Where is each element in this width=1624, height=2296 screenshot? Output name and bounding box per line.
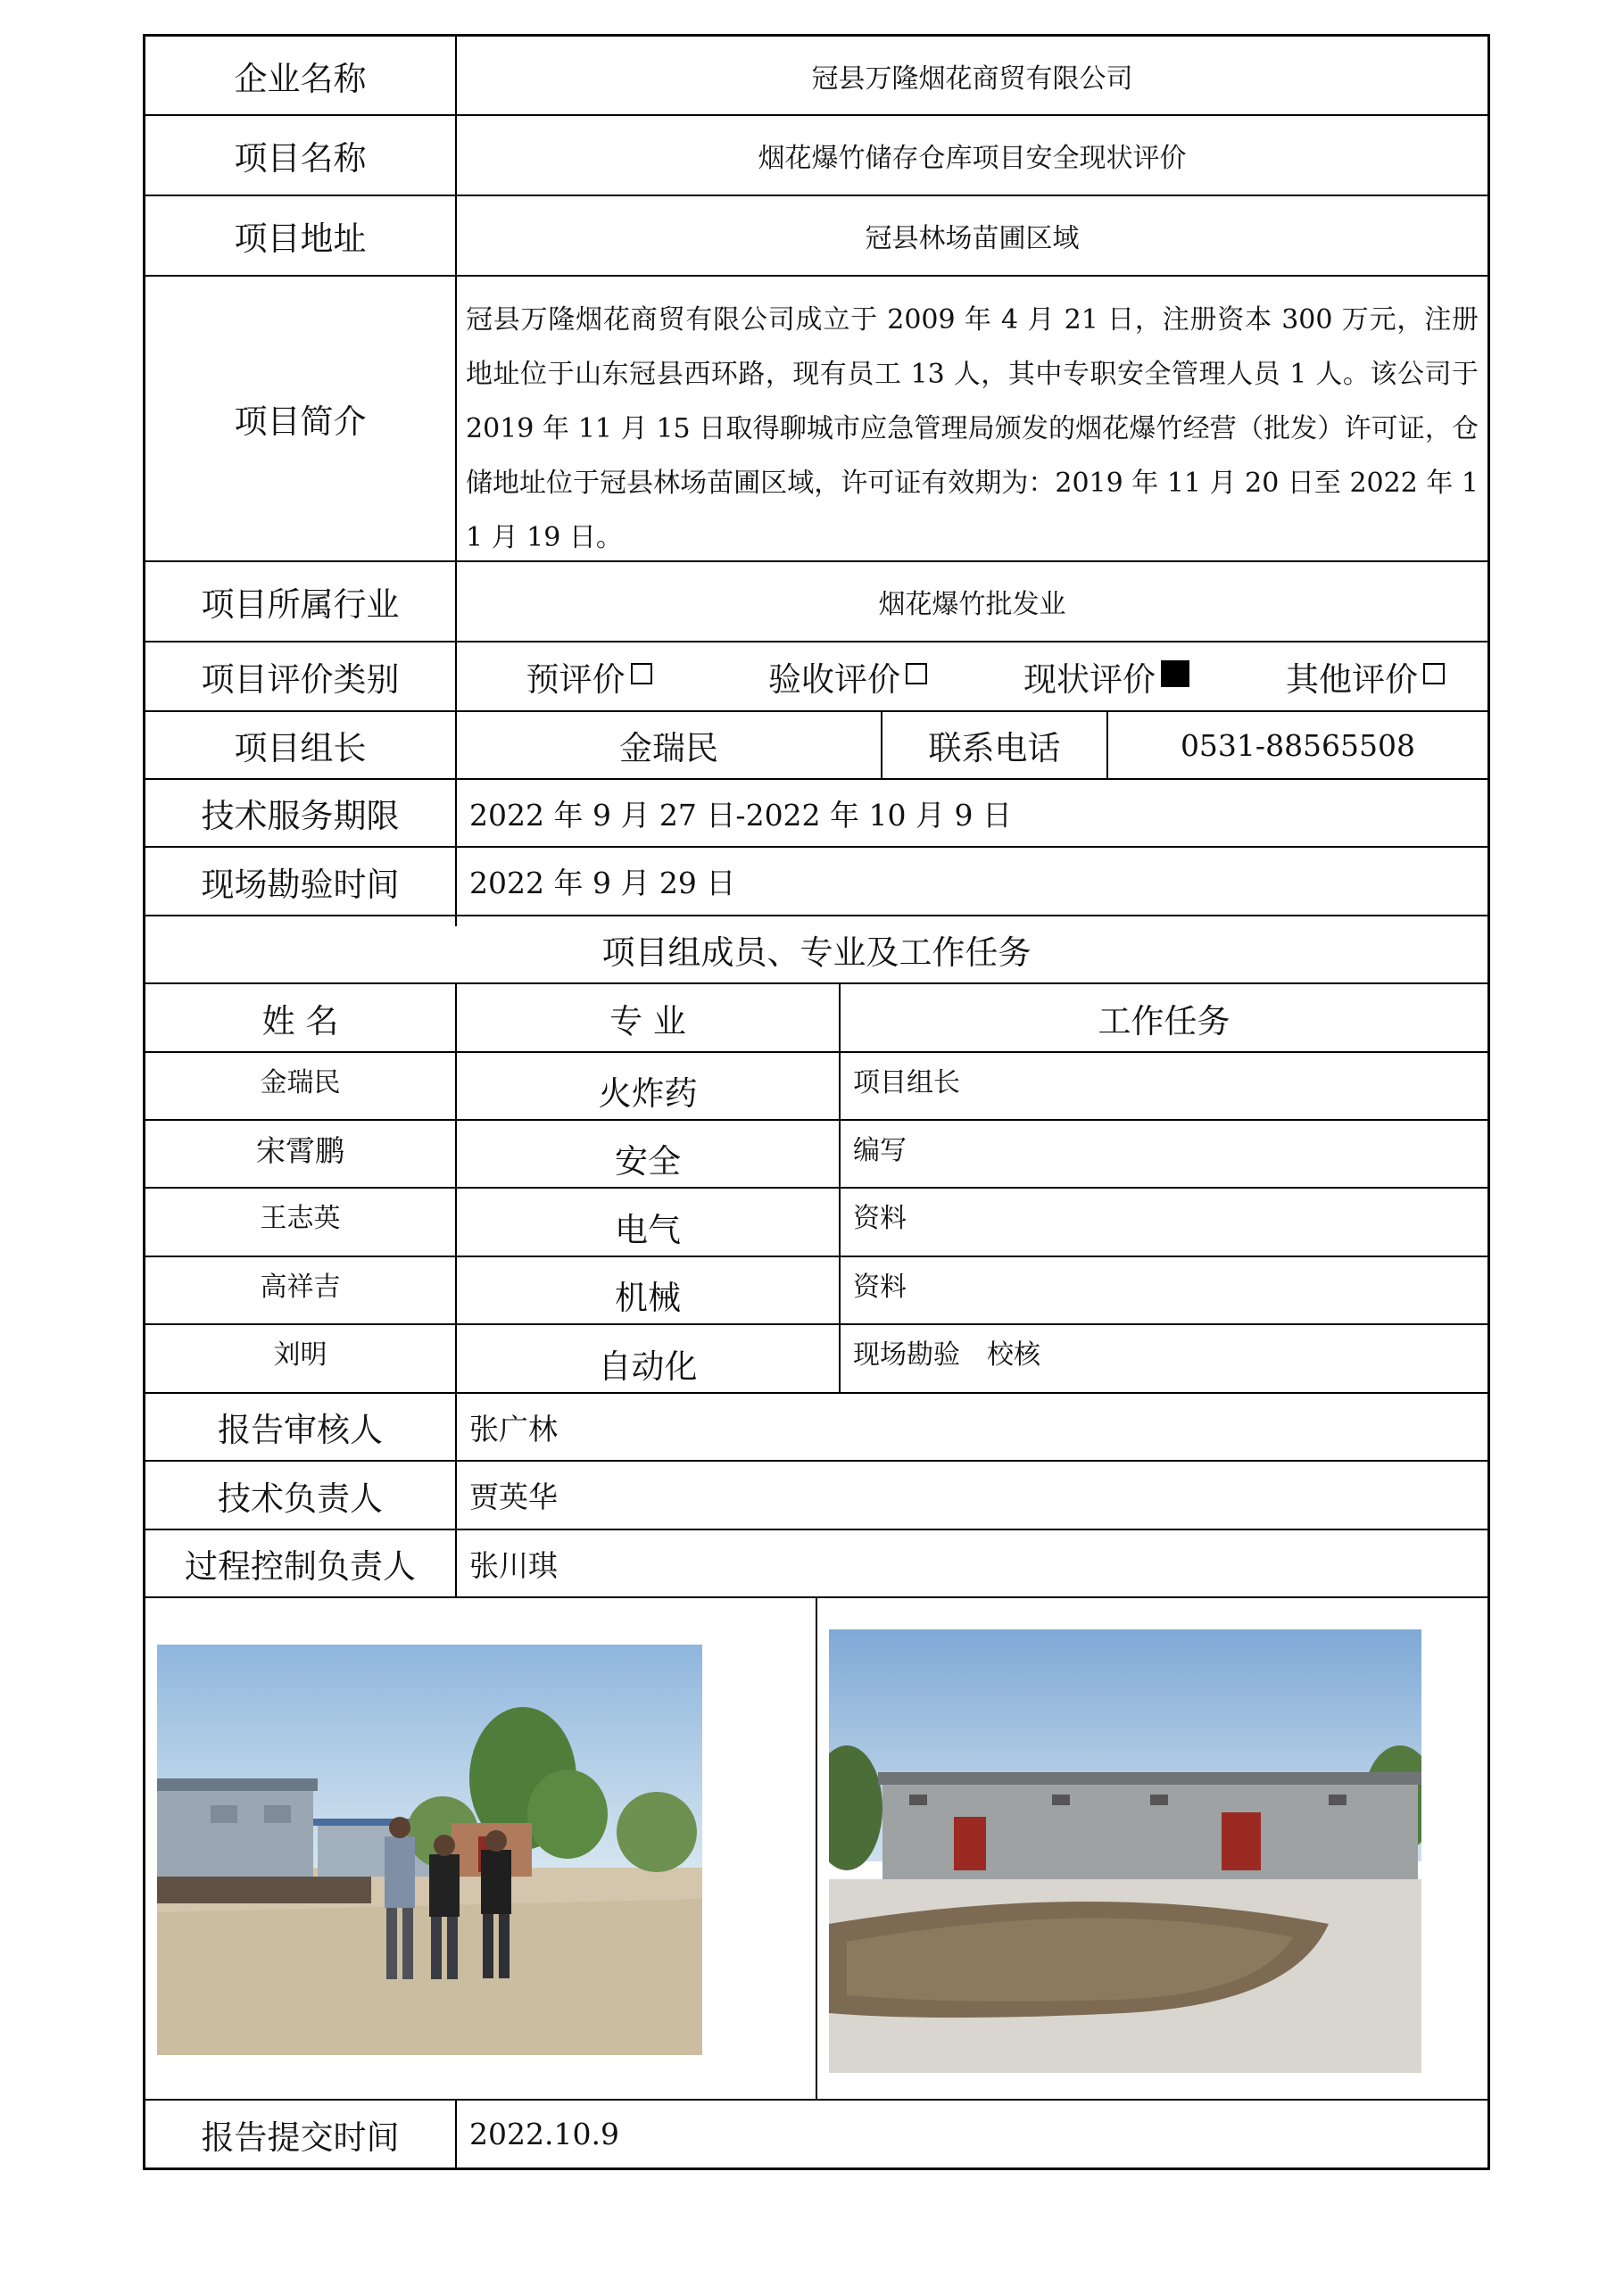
checkbox-checked-icon[interactable] (1161, 660, 1189, 687)
tech-lead-value: 贾英华 (469, 1480, 558, 1514)
eval-option-label: 现状评价 (1023, 660, 1156, 699)
member-name: 宋霄鹏 (256, 1133, 344, 1168)
eval-option-label: 验收评价 (768, 660, 900, 699)
eval-category-label: 项目评价类别 (201, 660, 400, 699)
member-name: 金瑞民 (260, 1067, 341, 1098)
submit-time-label: 报告提交时间 (201, 2118, 400, 2157)
member-task: 项目组长 (853, 1067, 960, 1098)
service-period-value: 2022 年 9 月 27 日-2022 年 10 月 9 日 (469, 797, 1012, 833)
member-name: 高祥吉 (260, 1272, 341, 1303)
industry-label: 项目所属行业 (201, 585, 400, 624)
eval-option-label: 预评价 (526, 660, 626, 699)
team-header-major: 专 业 (609, 1001, 686, 1040)
member-task: 编写 (853, 1135, 907, 1166)
table-border-bottom (143, 2168, 1490, 2170)
reviewer-value: 张广林 (469, 1411, 558, 1446)
eval-option-other[interactable] (1267, 642, 1463, 710)
member-name: 王志英 (260, 1203, 341, 1234)
enterprise-value: 冠县万隆烟花商贸有限公司 (811, 62, 1133, 95)
survey-time-label: 现场勘验时间 (201, 865, 400, 904)
member-task: 资料 (853, 1203, 907, 1234)
survey-time-value: 2022 年 9 月 29 日 (469, 866, 736, 900)
member-major: 火炸药 (598, 1074, 698, 1113)
process-lead-value: 张川琪 (469, 1547, 558, 1583)
phone-value: 0531-88565508 (1180, 727, 1416, 763)
eval-option-current[interactable] (1008, 642, 1205, 710)
phone-label: 联系电话 (928, 729, 1061, 767)
reviewer-label: 报告审核人 (218, 1411, 383, 1449)
submit-time-value: 2022.10.9 (469, 2117, 619, 2151)
photo-col-divider (816, 1596, 817, 2101)
table-border-right (1487, 34, 1490, 2170)
industry-value: 烟花爆竹批发业 (878, 589, 1066, 620)
project-name-label: 项目名称 (234, 139, 367, 178)
tech-lead-label: 技术负责人 (218, 1479, 383, 1518)
service-period-label: 技术服务期限 (201, 797, 400, 835)
member-major: 电气 (615, 1210, 681, 1249)
leader-label: 项目组长 (234, 729, 367, 767)
checkbox-unchecked-icon[interactable] (1423, 663, 1445, 684)
project-name-value: 烟花爆竹储存仓库项目安全现状评价 (758, 143, 1187, 174)
project-address-label: 项目地址 (234, 220, 367, 258)
member-task: 现场勘验 校核 (853, 1339, 1040, 1371)
site-photo-warehouse (829, 1629, 1421, 2073)
project-intro-label: 项目简介 (234, 402, 367, 441)
team-header-name: 姓 名 (261, 1001, 339, 1040)
member-major: 自动化 (598, 1347, 698, 1386)
project-intro-text: 冠县万隆烟花商贸有限公司成立于 2009 年 4 月 21 日，注册资本 300 万元，注册地址位于山东冠县西环路，现有员工 13 人，其中专职安全管理人员 1 人。该公司于 2019 年 11 月 15 日取得聊城市应急管理局颁发的烟花爆竹经营（批发）许可证，仓储地址位于冠县林场苗圃区域，许可证有效期为：2019 年 11 月 20 日至 2022 年 11 月 19 日。 (466, 304, 1479, 553)
team-header-task: 工作任务 (1098, 1001, 1230, 1040)
checkbox-unchecked-icon[interactable] (906, 663, 927, 684)
checkbox-unchecked-icon[interactable] (631, 663, 652, 684)
project-address-value: 冠县林场苗圃区域 (865, 223, 1080, 254)
leader-value: 金瑞民 (619, 729, 718, 767)
eval-option-acceptance[interactable] (750, 642, 946, 710)
eval-option-label: 其他评价 (1286, 660, 1418, 699)
member-name: 刘明 (273, 1339, 327, 1371)
site-photo-team (157, 1645, 702, 2055)
enterprise-label: 企业名称 (234, 59, 367, 98)
member-major: 机械 (615, 1279, 681, 1317)
process-lead-label: 过程控制负责人 (185, 1547, 416, 1586)
eval-option-pre[interactable] (500, 642, 678, 710)
member-task: 资料 (853, 1272, 907, 1303)
member-major: 安全 (615, 1142, 681, 1181)
team-section-title: 项目组成员、专业及工作任务 (601, 933, 1032, 972)
